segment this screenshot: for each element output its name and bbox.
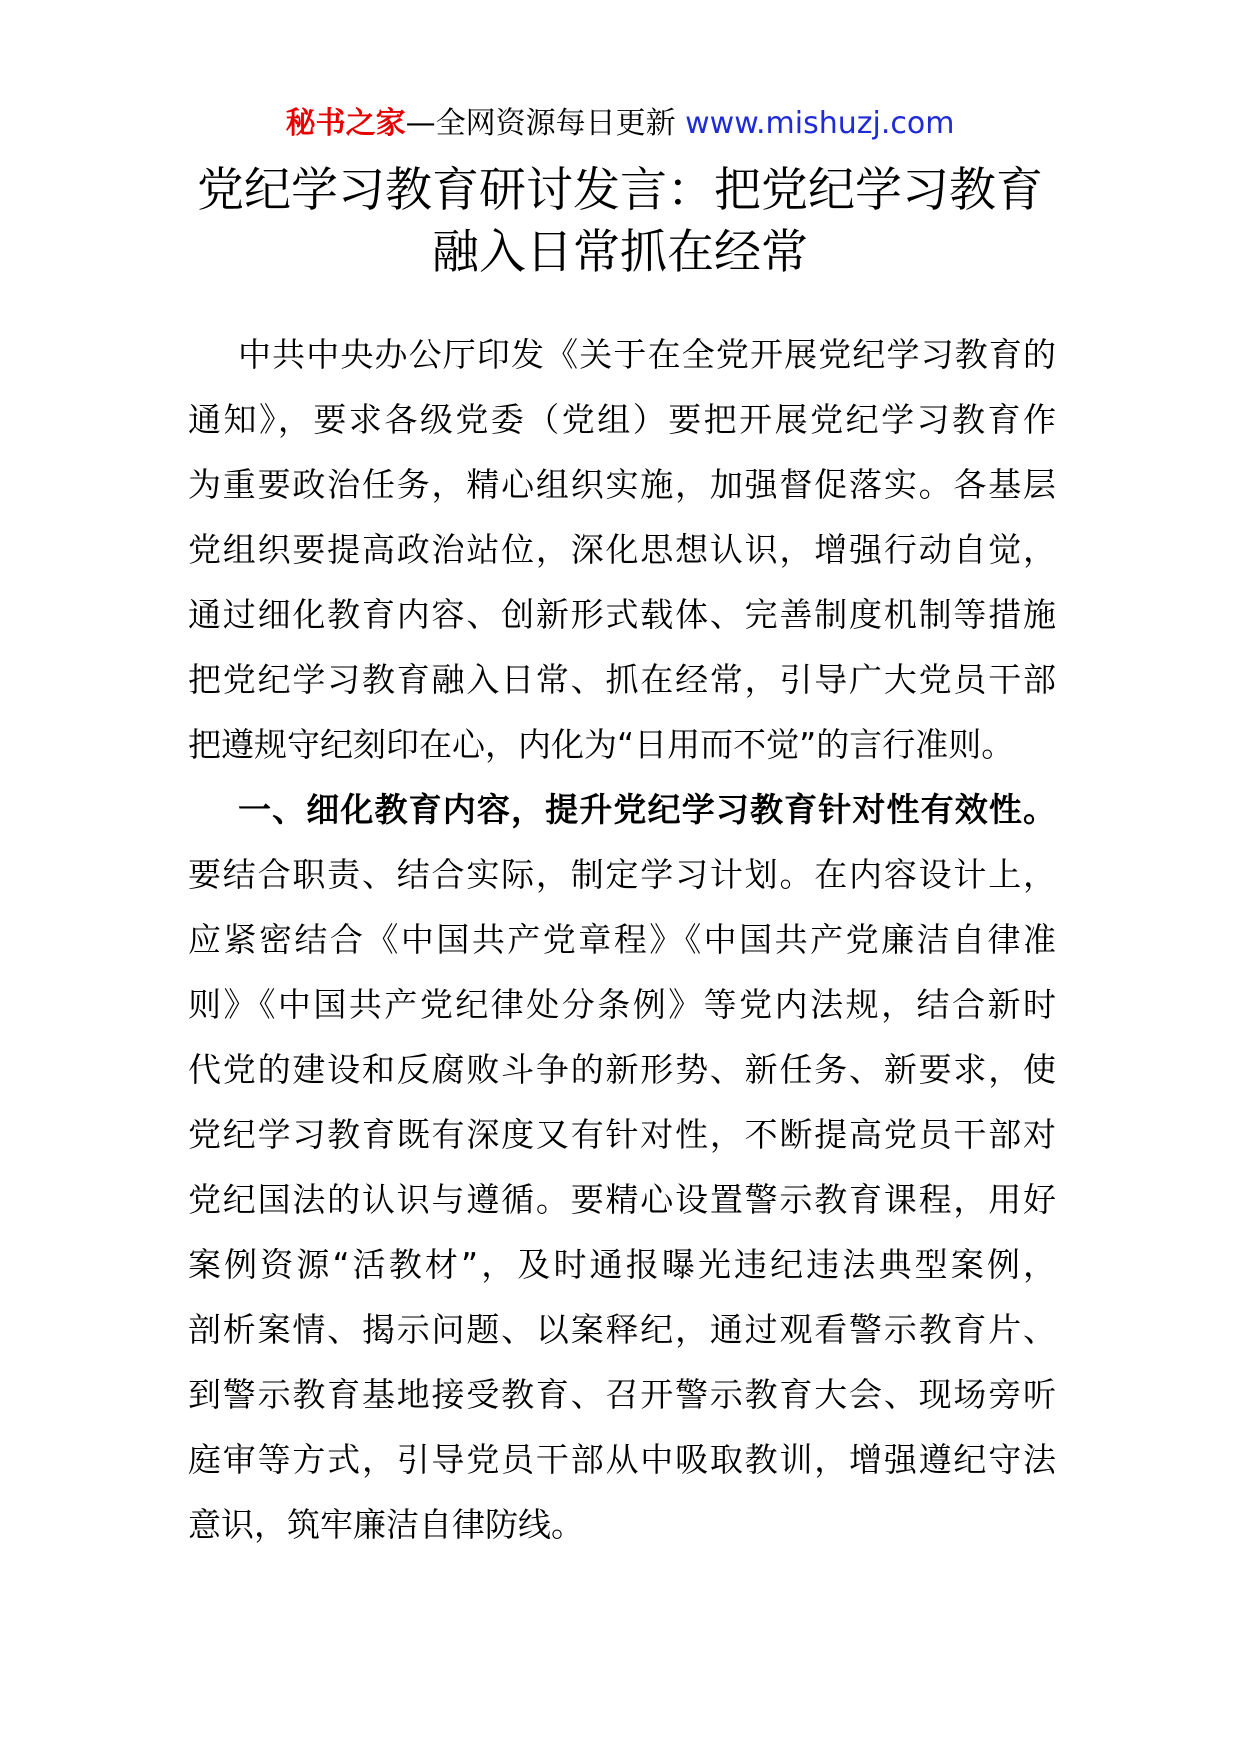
text-line: 代党的建设和反腐败斗争的新形势、新任务、新要求，使 [188,1050,1056,1089]
text-line: 则》《中国共产党纪律处分条例》等党内法规，结合新时 [188,985,1056,1024]
section-1 [188,777,1056,1557]
text-line: 通知》，要求各级党委（党组）要把开展党纪学习教育作 [188,400,1056,439]
text-line: 把党纪学习教育融入日常、抓在经常，引导广大党员干部 [188,660,1056,699]
title-line-1: 党纪学习教育研讨发言：把党纪学习教育 [197,163,1043,218]
section-heading: 一、细化教育内容，提升党纪学习教育针对性有效性。 [238,790,1056,829]
document-body [188,322,1056,1557]
text-line: 为重要政治任务，精心组织实施，加强督促落实。各基层 [188,465,1056,504]
text-line: 把遵规守纪刻印在心，内化为“日用而不觉”的言行准则。 [188,725,1015,764]
text-line: 党纪学习教育既有深度又有针对性，不断提高党员干部对 [188,1115,1056,1154]
text-line: 案例资源“活教材”，及时通报曝光违纪违法典型案例， [188,1245,1056,1284]
text-line: 党纪国法的认识与遵循。要精心设置警示教育课程，用好 [188,1180,1056,1219]
text-line: 庭审等方式，引导党员干部从中吸取教训，增强遵纪守法 [188,1440,1056,1479]
document-title [150,160,1090,284]
site-url-link[interactable]: www.mishuzj.com [685,106,955,141]
paragraph-intro [188,322,1056,777]
brand-tagline: —全网资源每日更新 [405,106,686,141]
text-line: 要结合职责、结合实际，制定学习计划。在内容设计上， [188,855,1056,894]
text-line: 通过细化教育内容、创新形式载体、完善制度机制等措施 [188,595,1056,634]
site-header [0,104,1240,144]
brand-name: 秘书之家 [285,106,406,141]
title-line-2: 融入日常抓在经常 [432,225,808,280]
text-line: 到警示教育基地接受教育、召开警示教育大会、现场旁听 [188,1375,1056,1414]
text-line: 应紧密结合《中国共产党章程》《中国共产党廉洁自律准 [188,920,1056,959]
text-line: 剖析案情、揭示问题、以案释纪，通过观看警示教育片、 [188,1310,1056,1349]
text-line: 意识，筑牢廉洁自律防线。 [188,1505,584,1544]
text-line: 党组织要提高政治站位，深化思想认识，增强行动自觉， [188,530,1056,569]
text-line: 中共中央办公厅印发《关于在全党开展党纪学习教育的 [238,335,1056,374]
